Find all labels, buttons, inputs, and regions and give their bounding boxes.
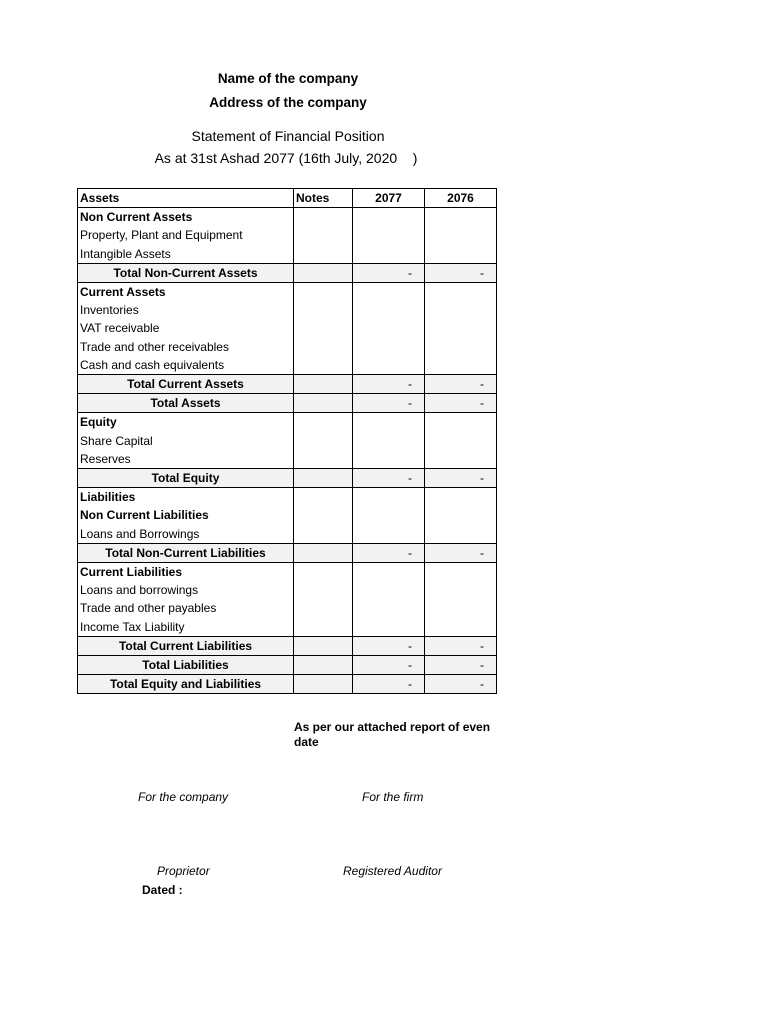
table-row — [78, 226, 497, 244]
row-label: Total Liabilities — [78, 656, 294, 675]
value-cell-2077 — [353, 245, 425, 264]
dated-label: Dated : — [142, 883, 183, 897]
column-header-assets: Assets — [78, 189, 294, 208]
row-label: Non Current Assets — [78, 208, 294, 227]
value-cell-2076 — [425, 356, 497, 375]
row-label: Trade and other payables — [78, 599, 294, 617]
row-label: Equity — [78, 413, 294, 432]
value-cell-2076 — [425, 283, 497, 302]
value-cell-2076 — [425, 226, 497, 244]
value-cell-2077 — [353, 563, 425, 582]
total-row — [78, 469, 497, 488]
notes-cell — [294, 226, 353, 244]
table-row — [78, 506, 497, 524]
table-row — [78, 525, 497, 544]
row-label: Total Current Assets — [78, 375, 294, 394]
table-row — [78, 488, 497, 507]
value-cell-2077 — [353, 506, 425, 524]
notes-cell — [294, 599, 353, 617]
column-header-notes: Notes — [294, 189, 353, 208]
row-label: Total Equity and Liabilities — [78, 675, 294, 694]
for-company-label: For the company — [138, 790, 229, 804]
row-label: Property, Plant and Equipment — [78, 226, 294, 244]
value-cell-2076 — [425, 245, 497, 264]
value-cell-2076: - — [425, 675, 497, 694]
table-header-row — [78, 189, 497, 208]
notes-cell — [294, 301, 353, 319]
value-cell-2076 — [425, 413, 497, 432]
value-cell-2077 — [353, 319, 425, 337]
proprietor-label: Proprietor — [157, 864, 210, 878]
value-cell-2077 — [353, 525, 425, 544]
value-cell-2076 — [425, 525, 497, 544]
row-label: Total Non-Current Liabilities — [78, 543, 294, 562]
table-row — [78, 319, 497, 337]
value-cell-2077: - — [353, 656, 425, 675]
row-label: Share Capital — [78, 432, 294, 450]
value-cell-2077 — [353, 488, 425, 507]
notes-cell — [294, 618, 353, 637]
notes-cell — [294, 375, 353, 394]
table-row — [78, 338, 497, 356]
row-label: Trade and other receivables — [78, 338, 294, 356]
notes-cell — [294, 469, 353, 488]
value-cell-2076 — [425, 599, 497, 617]
table-row — [78, 413, 497, 432]
row-label: Loans and Borrowings — [78, 525, 294, 544]
value-cell-2077 — [353, 413, 425, 432]
value-cell-2077: - — [353, 394, 425, 413]
total-row — [78, 636, 497, 655]
column-header-2076: 2076 — [425, 189, 497, 208]
row-label: VAT receivable — [78, 319, 294, 337]
notes-cell — [294, 506, 353, 524]
value-cell-2077: - — [353, 675, 425, 694]
notes-cell — [294, 413, 353, 432]
financial-position-table — [77, 188, 497, 694]
statement-title: Statement of Financial Position — [191, 128, 385, 144]
total-row — [78, 656, 497, 675]
value-cell-2076: - — [425, 656, 497, 675]
value-cell-2077 — [353, 283, 425, 302]
value-cell-2076 — [425, 618, 497, 637]
table-row — [78, 356, 497, 375]
value-cell-2077 — [353, 618, 425, 637]
row-label: Total Non-Current Assets — [78, 263, 294, 282]
row-label: Current Liabilities — [78, 563, 294, 582]
value-cell-2077: - — [353, 263, 425, 282]
notes-cell — [294, 208, 353, 227]
value-cell-2077 — [353, 581, 425, 599]
value-cell-2077 — [353, 208, 425, 227]
table-row — [78, 599, 497, 617]
table-row — [78, 208, 497, 227]
notes-cell — [294, 394, 353, 413]
value-cell-2077 — [353, 432, 425, 450]
value-cell-2077 — [353, 226, 425, 244]
row-label: Cash and cash equivalents — [78, 356, 294, 375]
company-name: Name of the company — [217, 71, 359, 86]
notes-cell — [294, 488, 353, 507]
table-row — [78, 563, 497, 582]
value-cell-2076 — [425, 563, 497, 582]
value-cell-2077: - — [353, 543, 425, 562]
value-cell-2076: - — [425, 263, 497, 282]
notes-cell — [294, 563, 353, 582]
value-cell-2076 — [425, 338, 497, 356]
value-cell-2077: - — [353, 469, 425, 488]
row-label: Liabilities — [78, 488, 294, 507]
table-row — [78, 450, 497, 469]
row-label: Total Assets — [78, 394, 294, 413]
row-label: Loans and borrowings — [78, 581, 294, 599]
row-label: Reserves — [78, 450, 294, 469]
notes-cell — [294, 263, 353, 282]
notes-cell — [294, 543, 353, 562]
value-cell-2076: - — [425, 394, 497, 413]
notes-cell — [294, 675, 353, 694]
value-cell-2076: - — [425, 469, 497, 488]
value-cell-2077: - — [353, 636, 425, 655]
total-row — [78, 263, 497, 282]
row-label: Current Assets — [78, 283, 294, 302]
notes-cell — [294, 283, 353, 302]
registered-auditor-label: Registered Auditor — [343, 864, 442, 878]
value-cell-2077 — [353, 450, 425, 469]
report-note: As per our attached report of even date — [294, 720, 491, 749]
statement-date: As at 31st Ashad 2077 (16th July, 2020 ) — [154, 150, 418, 166]
value-cell-2077: - — [353, 375, 425, 394]
table-row — [78, 283, 497, 302]
total-row — [78, 394, 497, 413]
table-row — [78, 432, 497, 450]
table-row — [78, 245, 497, 264]
notes-cell — [294, 450, 353, 469]
value-cell-2076 — [425, 301, 497, 319]
row-label: Non Current Liabilities — [78, 506, 294, 524]
notes-cell — [294, 356, 353, 375]
row-label: Income Tax Liability — [78, 618, 294, 637]
value-cell-2076: - — [425, 636, 497, 655]
row-label: Total Current Liabilities — [78, 636, 294, 655]
value-cell-2077 — [353, 356, 425, 375]
value-cell-2076 — [425, 319, 497, 337]
value-cell-2077 — [353, 338, 425, 356]
notes-cell — [294, 656, 353, 675]
table-row — [78, 618, 497, 637]
column-header-2077: 2077 — [353, 189, 425, 208]
company-address: Address of the company — [209, 95, 367, 110]
row-label: Intangible Assets — [78, 245, 294, 264]
value-cell-2076: - — [425, 375, 497, 394]
value-cell-2076 — [425, 208, 497, 227]
value-cell-2076 — [425, 488, 497, 507]
notes-cell — [294, 525, 353, 544]
notes-cell — [294, 432, 353, 450]
value-cell-2076 — [425, 581, 497, 599]
value-cell-2076: - — [425, 543, 497, 562]
value-cell-2077 — [353, 599, 425, 617]
table-row — [78, 581, 497, 599]
notes-cell — [294, 245, 353, 264]
total-row — [78, 675, 497, 694]
row-label: Inventories — [78, 301, 294, 319]
total-row — [78, 375, 497, 394]
value-cell-2077 — [353, 301, 425, 319]
value-cell-2076 — [425, 450, 497, 469]
row-label: Total Equity — [78, 469, 294, 488]
value-cell-2076 — [425, 506, 497, 524]
table-row — [78, 301, 497, 319]
for-firm-label: For the firm — [362, 790, 424, 804]
notes-cell — [294, 581, 353, 599]
notes-cell — [294, 338, 353, 356]
value-cell-2076 — [425, 432, 497, 450]
notes-cell — [294, 319, 353, 337]
total-row — [78, 543, 497, 562]
notes-cell — [294, 636, 353, 655]
